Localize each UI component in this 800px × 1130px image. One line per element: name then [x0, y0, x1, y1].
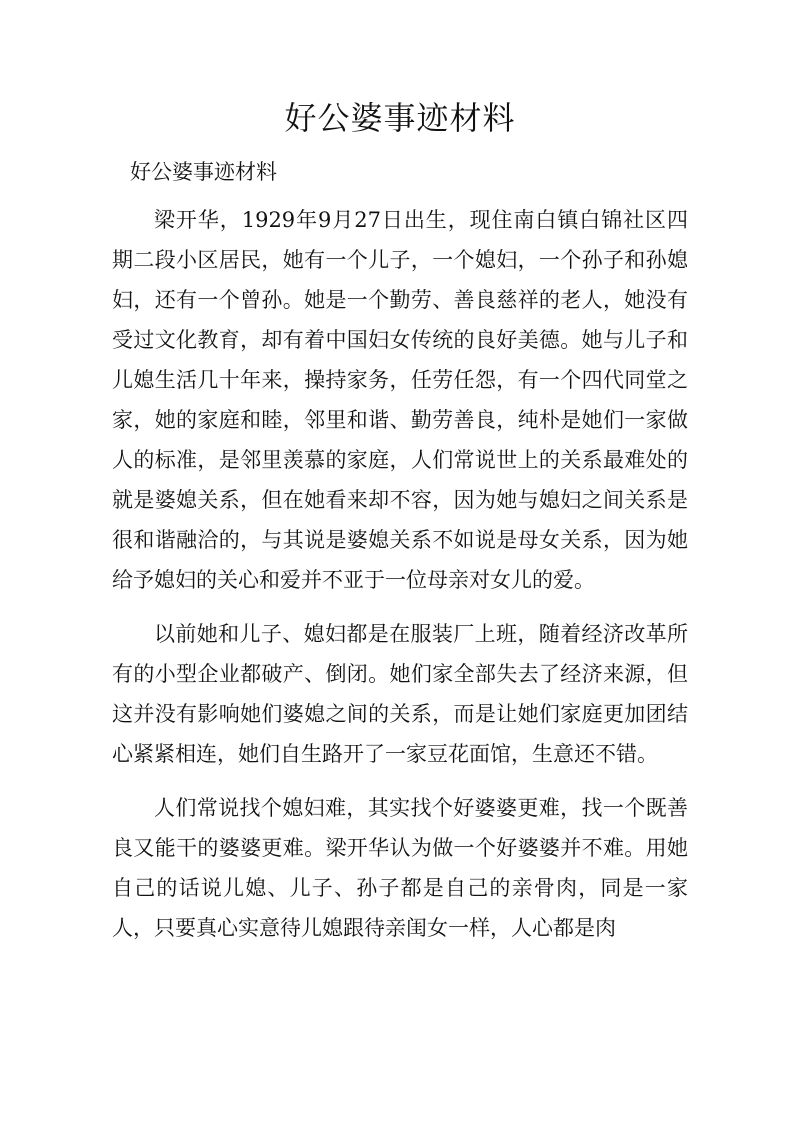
paragraph-3: 人们常说找个媳妇难，其实找个好婆婆更难，找一个既善良又能干的婆婆更难。梁开华认为做一个好婆婆并不难。用她自己的话说儿媳、儿子、孙子都是自己的亲骨肉，同是一家人，只要真心实意待儿媳跟待亲闺女一样，人心都是肉 — [112, 796, 688, 940]
document-title: 好公婆事迹材料 — [284, 99, 516, 137]
paragraph-2: 以前她和儿子、媳妇都是在服装厂上班，随着经济改革所有的小型企业都破产、倒闭。她们家全部失去了经济来源，但这并没有影响她们婆媳之间的关系，而是让她们家庭更加团结心紧紧相连，她们自生路开了一家豆花面馆，生意还不错。 — [112, 622, 688, 766]
paragraph-1: 梁开华，1929年9月27日出生，现住南白镇白锦社区四期二段小区居民，她有一个儿子，一个媳妇，一个孙子和孙媳妇，还有一个曾孙。她是一个勤劳、善良慈祥的老人，她没有受过文化教育，却有着中国妇女传统的良好美德。她与儿子和儿媳生活几十年来，操持家务，任劳任怨，有一个四代同堂之家，她的家庭和睦，邻里和谐、勤劳善良，纯朴是她们一家做人的标准，是邻里羡慕的家庭，人们常说世上的关系最难处的就是婆媳关系，但在她看来却不容，因为她与媳妇之间关系是很和谐融洽的，与其说是婆媳关系不如说是母女关系，因为她给予媳妇的关心和爱并不亚于一位母亲对女儿的爱。 — [112, 208, 688, 592]
document-subtitle: 好公婆事迹材料 — [130, 160, 277, 184]
